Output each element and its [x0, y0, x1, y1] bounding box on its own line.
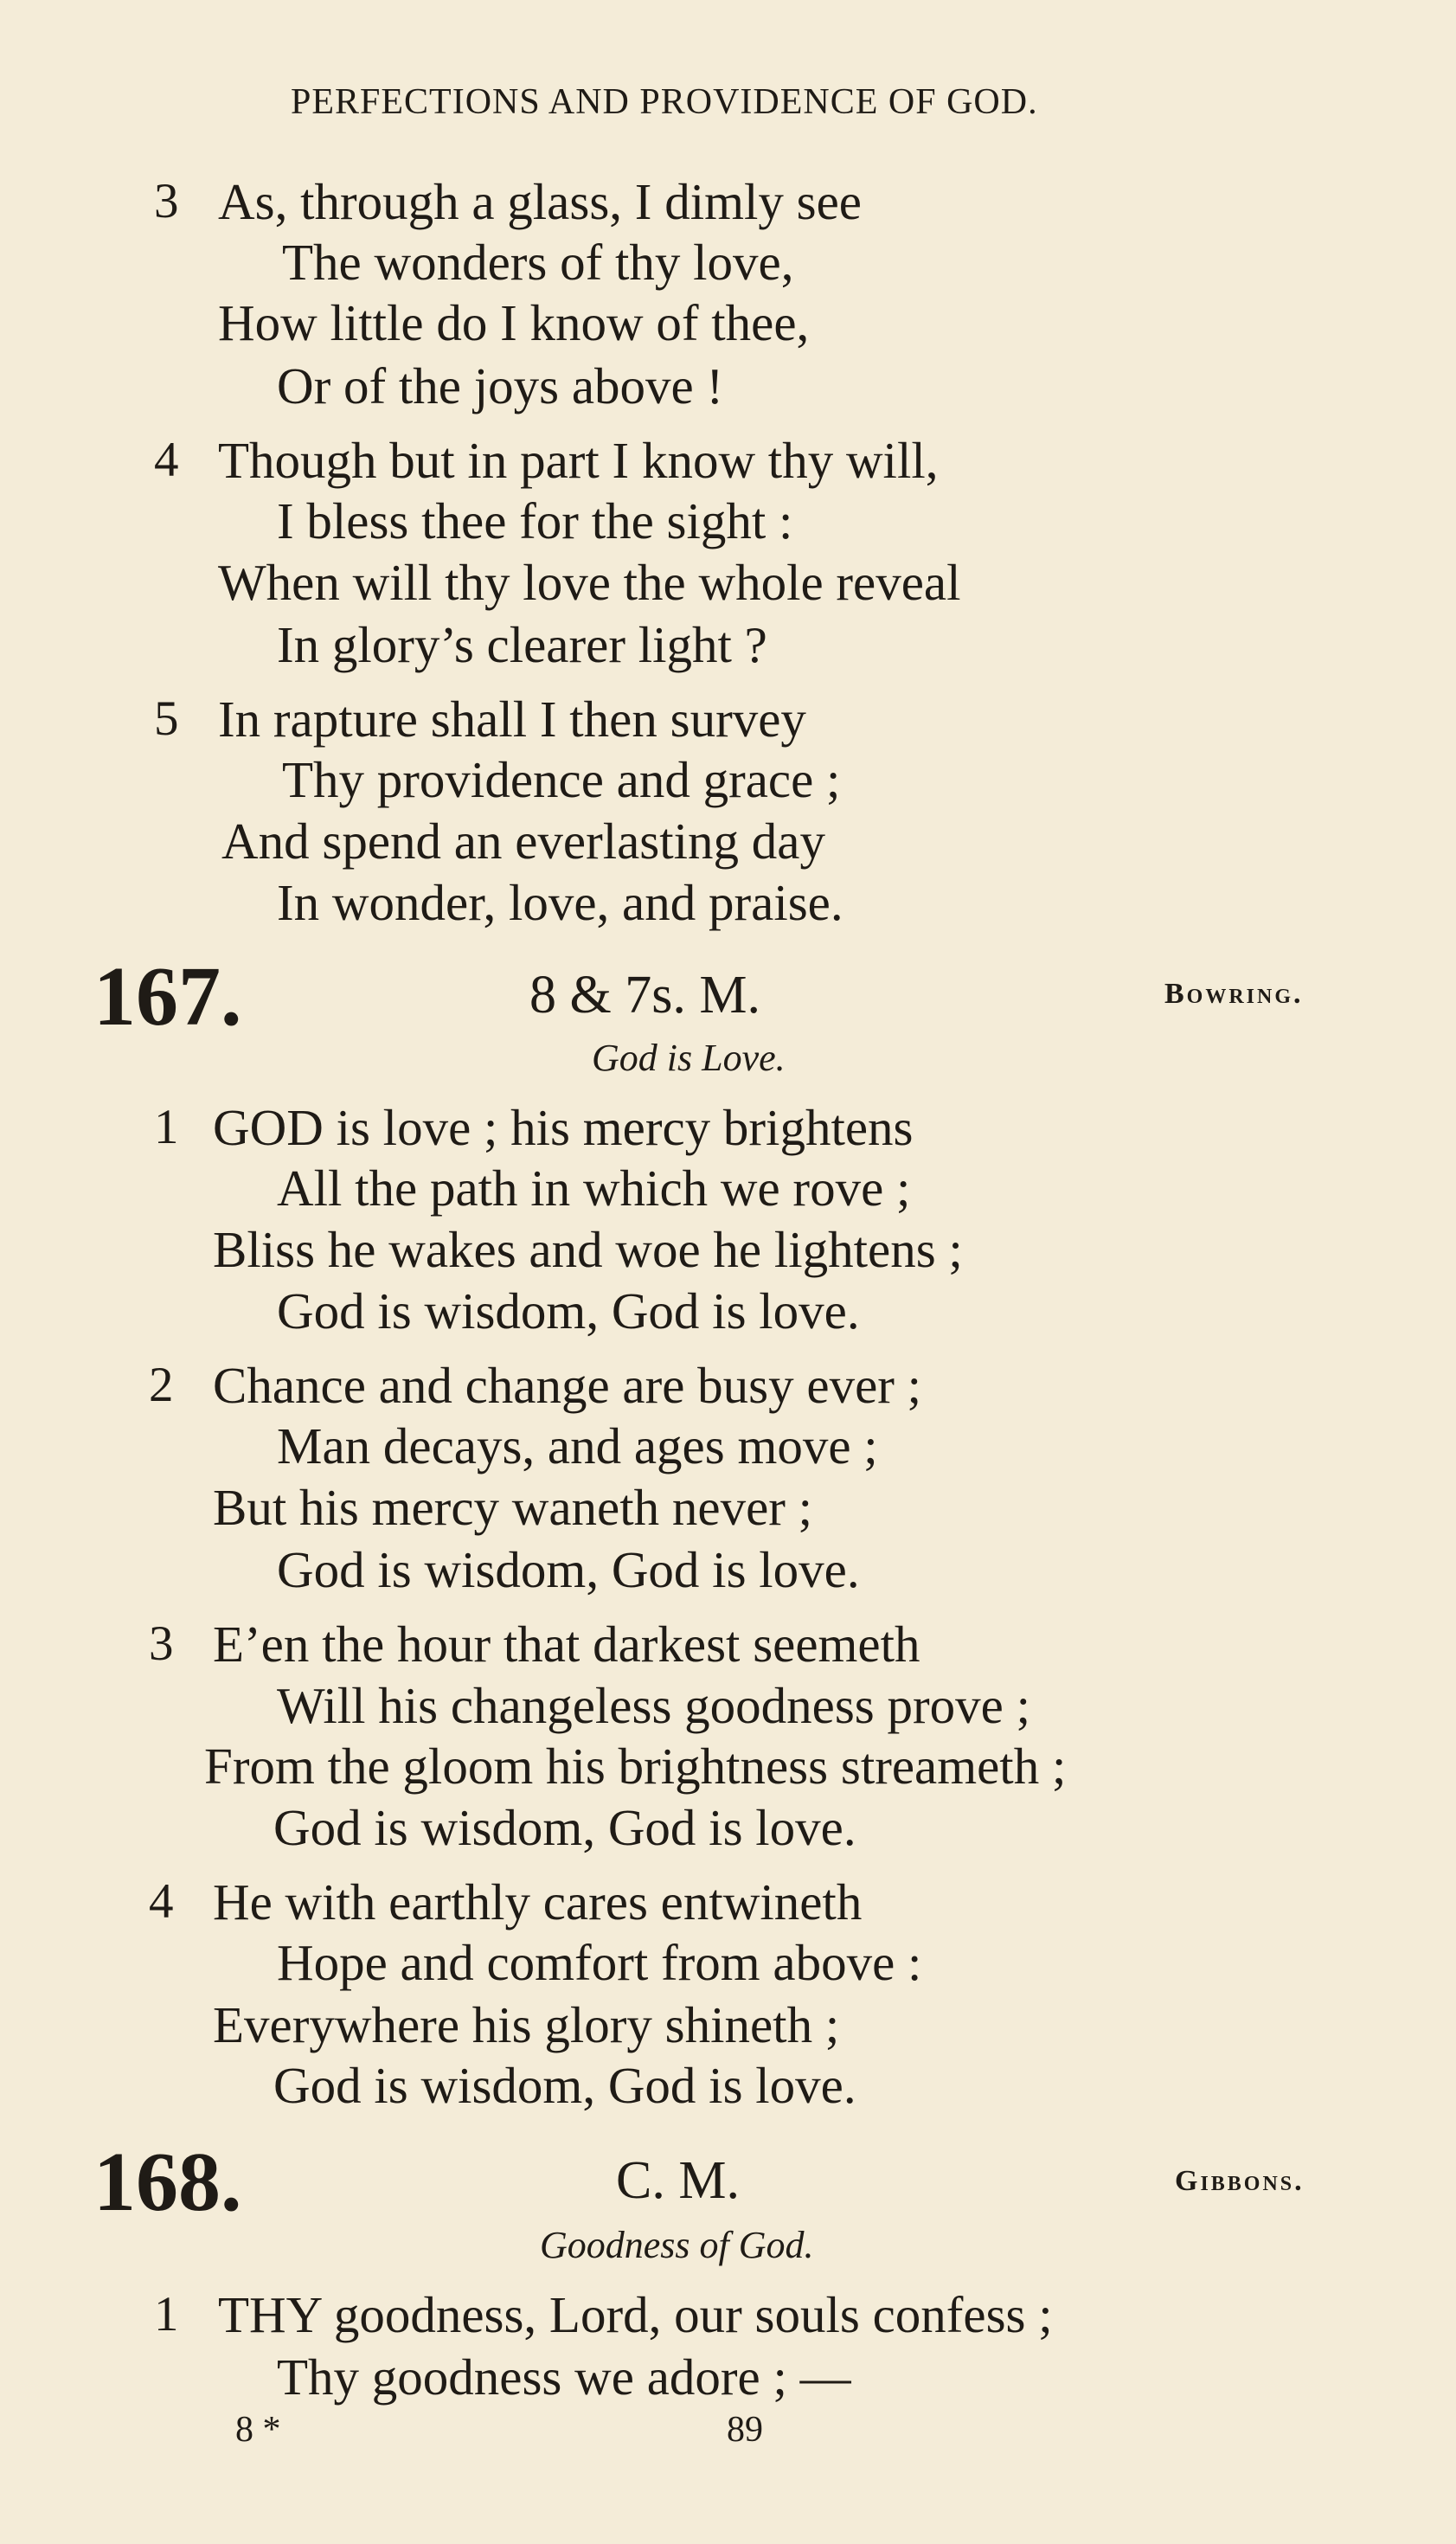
verse-line: Or of the joys above !	[277, 357, 724, 414]
verse-line: Everywhere his glory shineth ;	[213, 1996, 840, 2053]
hymn-author: Gibbons.	[1175, 2165, 1305, 2197]
hymn-author: Bowring.	[1164, 978, 1304, 1010]
hymn-meter: C. M.	[616, 2151, 740, 2210]
verse-line: The wonders of thy love,	[282, 234, 794, 291]
verse-line: All the path in which we rove ;	[277, 1160, 911, 1217]
verse-line: Thy providence and grace ;	[282, 751, 841, 808]
verse-line: I bless thee for the sight :	[277, 492, 793, 549]
verse-line: Man decays, and ages move ;	[277, 1417, 878, 1474]
hymn-subtitle: God is Love.	[592, 1037, 786, 1079]
verse-line: Hope and comfort from above :	[277, 1934, 922, 1991]
hymn-number: 167.	[93, 950, 242, 1044]
verse-line: He with earthly cares entwineth	[213, 1873, 863, 1930]
verse-line: But his mercy waneth never ;	[213, 1479, 813, 1536]
running-head: PERFECTIONS AND PROVIDENCE OF GOD.	[291, 82, 1038, 122]
hymn-number: 168.	[93, 2136, 242, 2229]
verse-line: Though but in part I know thy will,	[218, 432, 939, 489]
stanza-number: 1	[154, 1100, 179, 1154]
stanza-number: 3	[154, 174, 179, 228]
hymn-meter: 8 & 7s. M.	[529, 966, 760, 1025]
verse-line: Thy goodness we adore ; —	[277, 2348, 851, 2406]
verse-line: God is wisdom, God is love.	[277, 1541, 860, 1598]
verse-line: God is wisdom, God is love.	[273, 2057, 856, 2114]
verse-line: In wonder, love, and praise.	[277, 874, 843, 931]
verse-line: God is wisdom, God is love.	[277, 1282, 860, 1339]
verse-line: THY goodness, Lord, our souls confess ;	[218, 2286, 1053, 2343]
verse-line: How little do I know of thee,	[218, 294, 810, 351]
signature-mark: 8 *	[235, 2410, 281, 2450]
stanza-number: 4	[149, 1874, 174, 1929]
verse-line: From the gloom his brightness streameth ;	[204, 1738, 1067, 1795]
verse-line: In rapture shall I then survey	[218, 691, 806, 748]
stanza-number: 2	[149, 1358, 174, 1412]
stanza-number: 4	[154, 433, 179, 487]
verse-line: God is wisdom, God is love.	[273, 1799, 856, 1856]
verse-line: E’en the hour that darkest seemeth	[213, 1616, 920, 1673]
verse-line: Will his changeless goodness prove ;	[277, 1677, 1030, 1734]
verse-line: Bliss he wakes and woe he lightens ;	[213, 1221, 963, 1278]
verse-line: In glory’s clearer light ?	[277, 616, 767, 673]
page-number: 89	[727, 2410, 763, 2450]
stanza-number: 5	[154, 691, 179, 746]
verse-line: As, through a glass, I dimly see	[218, 173, 862, 230]
verse-line: GOD is love ; his mercy brightens	[213, 1099, 914, 1156]
stanza-number: 3	[149, 1616, 174, 1671]
hymn-subtitle: Goodness of God.	[540, 2224, 814, 2266]
verse-line: Chance and change are busy ever ;	[213, 1357, 922, 1414]
stanza-number: 1	[154, 2287, 179, 2342]
verse-line: And spend an everlasting day	[221, 813, 825, 870]
verse-line: When will thy love the whole reveal	[218, 554, 961, 611]
